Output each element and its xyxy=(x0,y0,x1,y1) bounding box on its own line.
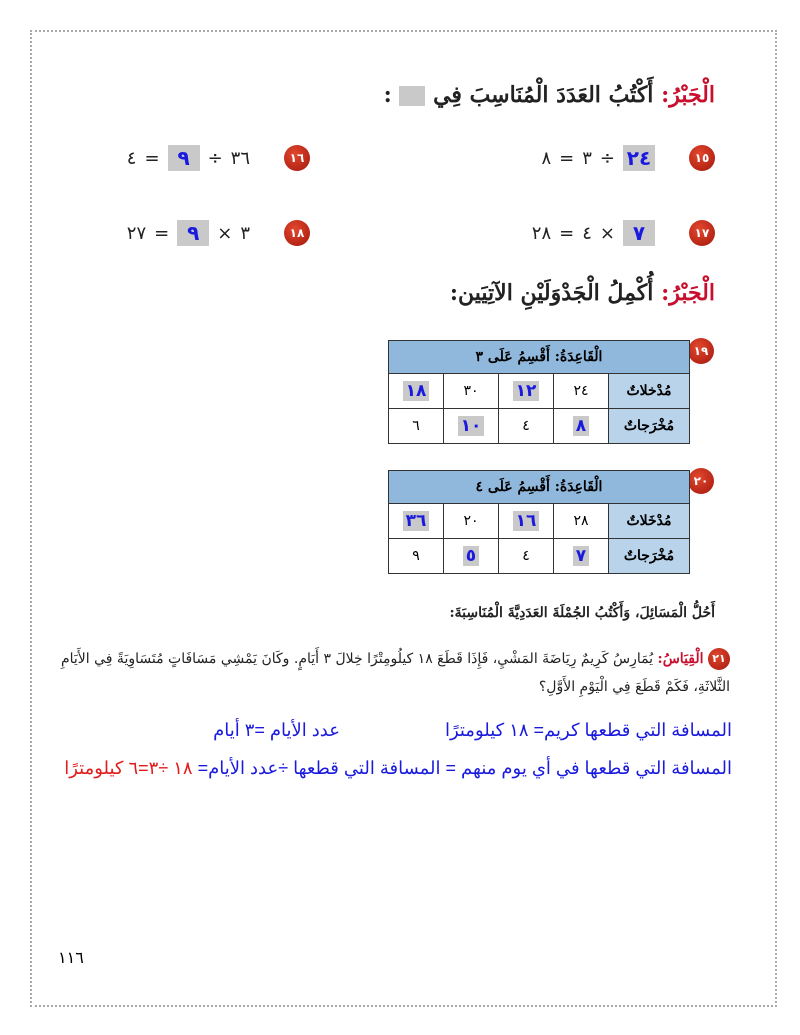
section-tables-title xyxy=(450,280,715,306)
equation-term: = xyxy=(559,147,575,169)
table-cell xyxy=(554,374,609,409)
table-cell xyxy=(444,504,499,539)
table-cell[interactable] xyxy=(554,409,609,444)
outputs-label: مُخْرَجاتٌ xyxy=(609,409,690,444)
equation-term: ٣٦ xyxy=(230,147,250,169)
table-cell[interactable] xyxy=(554,539,609,574)
answer-value[interactable]: ٨ xyxy=(573,416,589,436)
equation-term: ٢٨ xyxy=(531,222,552,244)
exercise-number-badge: ١٧ xyxy=(689,220,715,246)
table-row-outputs xyxy=(389,409,690,444)
function-table-19 xyxy=(388,340,690,444)
table-cell xyxy=(499,409,554,444)
answer-line-1b: عدد الأيام =٣ أيام xyxy=(213,720,340,740)
algebra-keyword: الْجَبْرُ: xyxy=(661,82,715,108)
instruction: أُكْمِلُ الْجَدْوَلَيْنِ الآتِيَين: xyxy=(449,280,654,306)
cell-value: ٢٤ xyxy=(573,383,589,399)
exercise-number-badge: ٢٠ xyxy=(688,468,714,494)
colon: : xyxy=(383,82,392,108)
table-cell[interactable] xyxy=(444,409,499,444)
table-row-inputs xyxy=(389,374,690,409)
answer-box[interactable]: ٢٤ xyxy=(623,145,655,171)
equation-term: = xyxy=(154,222,170,244)
equation-term: ٢٧ xyxy=(126,222,147,244)
instruction: أَكْتُبُ العَدَدَ الْمُنَاسِبَ فِي xyxy=(433,82,654,108)
equation-term: ٣ xyxy=(582,147,592,169)
exercise-number-badge: ١٨ xyxy=(284,220,310,246)
table-cell xyxy=(389,409,444,444)
problem-number-badge: ٢١ xyxy=(708,648,730,670)
table-cell xyxy=(444,374,499,409)
page-number: ١١٦ xyxy=(58,948,84,967)
equation-15 xyxy=(541,145,715,171)
answer-value[interactable]: ١٨ xyxy=(403,381,430,401)
equation-term: = xyxy=(144,147,160,169)
rule-header: الْقَاعِدَةُ: أَقْسِمُ عَلَى ٣ xyxy=(389,341,690,374)
table-cell[interactable] xyxy=(499,374,554,409)
table-row-inputs xyxy=(389,504,690,539)
problem-21 xyxy=(50,645,730,701)
answer-value[interactable]: ٣٦ xyxy=(403,511,430,531)
answer-value[interactable]: ١٦ xyxy=(513,511,540,531)
answer-value[interactable]: ٧ xyxy=(573,546,589,566)
table-cell[interactable] xyxy=(444,539,499,574)
equation-term: = xyxy=(559,222,575,244)
equation-17 xyxy=(532,220,715,246)
equation-term: ÷ xyxy=(599,147,615,169)
answer-box[interactable]: ٧ xyxy=(623,220,655,246)
table-cell xyxy=(499,539,554,574)
answer-line-1a: المسافة التي قطعها كريم= ١٨ كيلومترًا xyxy=(444,720,732,740)
table-cell[interactable] xyxy=(499,504,554,539)
answer-result: ١٨ ÷٣=٦ كيلومترًا xyxy=(64,758,198,778)
cell-value: ٩ xyxy=(412,548,420,564)
function-table-20 xyxy=(388,470,690,574)
cell-value: ٤ xyxy=(522,548,530,564)
equation-term: × xyxy=(217,222,233,244)
rule-table xyxy=(388,340,690,444)
rule-table xyxy=(388,470,690,574)
cell-value: ٢٠ xyxy=(463,513,479,529)
equation-term: ٨ xyxy=(541,147,552,169)
cell-value: ٤ xyxy=(522,418,530,434)
exercise-number-badge: ١٥ xyxy=(689,145,715,171)
algebra-keyword: الْجَبْرُ: xyxy=(661,280,715,306)
equation-term: × xyxy=(599,222,615,244)
answer-box[interactable]: ٩ xyxy=(168,145,200,171)
blank-box-icon xyxy=(399,86,425,106)
inputs-label: مُدْخَلاتٌ xyxy=(609,504,690,539)
equation-16 xyxy=(127,145,310,171)
section-algebra-title xyxy=(384,82,715,108)
table-cell xyxy=(389,539,444,574)
cell-value: ٦ xyxy=(412,418,420,434)
answer-line-2 xyxy=(7,755,732,781)
table-cell[interactable] xyxy=(389,374,444,409)
answer-value[interactable]: ١٠ xyxy=(458,416,485,436)
rule-header: الْقَاعِدَةُ: أَقْسِمُ عَلَى ٤ xyxy=(389,471,690,504)
table-cell[interactable] xyxy=(389,504,444,539)
measurement-keyword: الْقِيَاسُ: xyxy=(657,651,704,667)
cell-value: ٢٨ xyxy=(573,513,589,529)
table-cell xyxy=(554,504,609,539)
equation-term: ٣ xyxy=(240,222,250,244)
answer-equation: المسافة التي قطعها في أي يوم منهم = المسافة التي قطعها ÷عدد الأيام= xyxy=(197,758,732,778)
answer-value[interactable]: ٥ xyxy=(463,546,479,566)
answer-value[interactable]: ١٢ xyxy=(513,381,540,401)
table-row-outputs xyxy=(389,539,690,574)
equation-term: ÷ xyxy=(207,147,223,169)
problem-text: يُمَارِسُ كَرِيمٌ رِيَاضَةَ المَشْيِ، فَإِذَا قَطَعَ ١٨ كيلُومِتْرًا خِلالَ ٣ أَيَامٍ. وكَانَ يَمْشِي مَسَافَاتٍ مُتَسَاوِيَةً فِي الأَيَامِ الثَّلاثَةِ، فَكَمْ قَطَعَ فِي الْيَوْمِ الأَوَّلِ؟ xyxy=(60,651,730,695)
exercise-number-badge: ١٦ xyxy=(284,145,310,171)
equation-18 xyxy=(127,220,310,246)
equation-term: ٤ xyxy=(582,222,592,244)
cell-value: ٣٠ xyxy=(463,383,479,399)
exercise-number-badge: ١٩ xyxy=(688,338,714,364)
problems-instruction: أَحُلُّ الْمَسَائِلَ، وَأَكْتُبُ الجُمْلَةَ العَدَدِيَّةَ الْمُنَاسِبَةَ: xyxy=(449,605,715,621)
outputs-label: مُخْرَجاتٌ xyxy=(609,539,690,574)
answer-box[interactable]: ٩ xyxy=(177,220,209,246)
equation-term: ٤ xyxy=(126,147,137,169)
inputs-label: مُدْخلاتٌ xyxy=(609,374,690,409)
